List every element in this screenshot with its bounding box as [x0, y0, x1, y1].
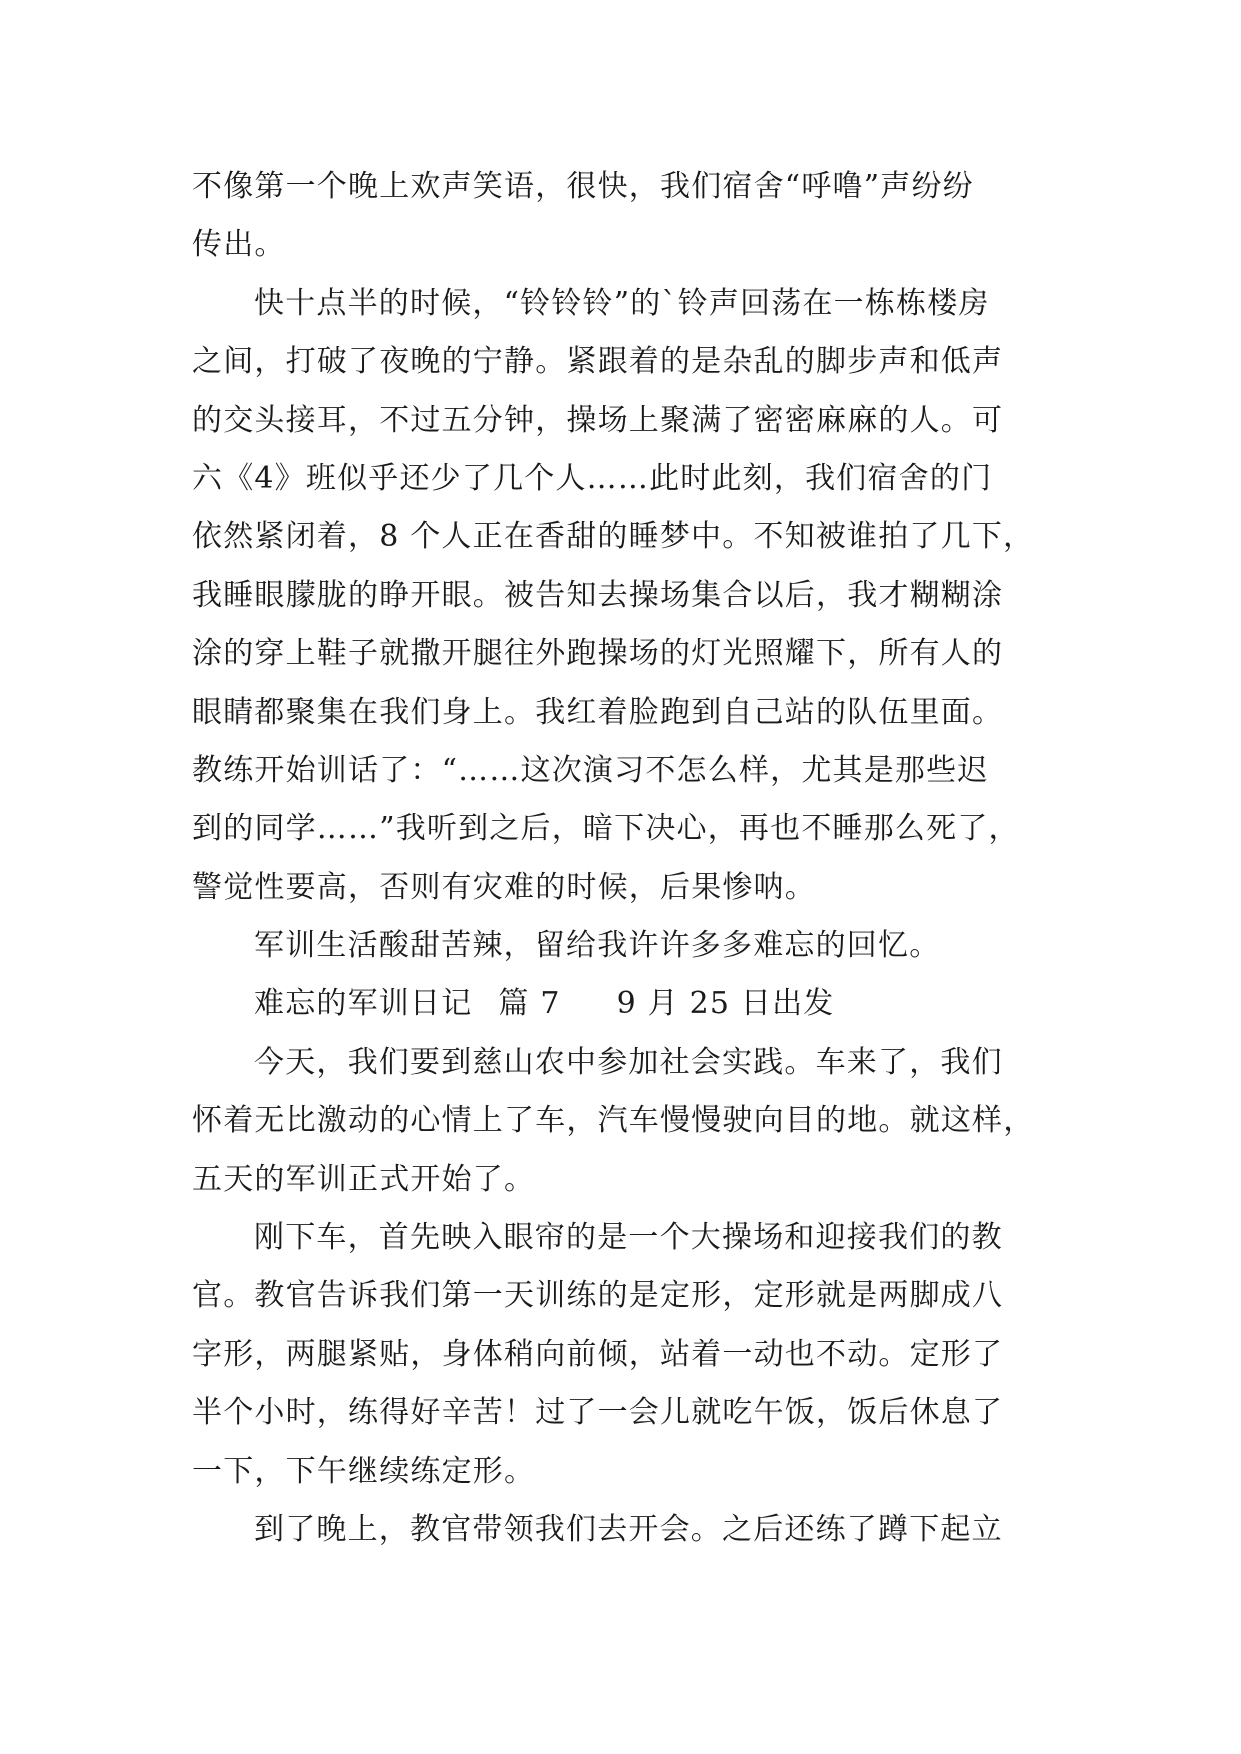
text-line: 教练开始训话了：“……这次演习不怎么样，尤其是那些迟	[192, 752, 989, 788]
text-line: 今天，我们要到慈山农中参加社会实践。车来了，我们	[254, 1044, 1003, 1080]
text-line: 我睡眼朦胧的睁开眼。被告知去操场集合以后，我才糊糊涂	[192, 577, 1004, 613]
text-line: 五天的军训正式开始了。	[192, 1161, 536, 1197]
text-line: 涂的穿上鞋子就撒开腿往外跑操场的灯光照耀下，所有人的	[192, 636, 1004, 672]
text-line: 到了晚上，教官带领我们去开会。之后还练了蹲下起立	[254, 1511, 1003, 1547]
text-line: 刚下车，首先映入眼帘的是一个大操场和迎接我们的教	[254, 1220, 1003, 1256]
text-line: 怀着无比激动的心情上了车，汽车慢慢驶向目的地。就这样，	[192, 1103, 1035, 1139]
text-line: 警觉性要高，否则有灾难的时候，后果惨呐。	[192, 869, 816, 905]
text-line: 之间，打破了夜晚的宁静。紧跟着的是杂乱的脚步声和低声	[192, 344, 1004, 380]
text-line: 半个小时，练得好辛苦！过了一会儿就吃午饭，饭后休息了	[192, 1395, 1004, 1431]
heading-title: 难忘的军训日记	[254, 986, 473, 1022]
text-line: 的交头接耳，不过五分钟，操场上聚满了密密麻麻的人。可	[192, 402, 1004, 438]
section-heading	[192, 975, 1072, 1033]
text-line: 军训生活酸甜苦辣，留给我许许多多难忘的回忆。	[254, 928, 941, 964]
text-line: 字形，两腿紧贴，身体稍向前倾，站着一动也不动。定形了	[192, 1336, 1004, 1372]
text-line: 到的同学……”我听到之后，暗下决心，再也不睡那么死了，	[192, 811, 1020, 847]
text-line: 不像第一个晚上欢声笑语，很快，我们宿舍“呼噜”声纷纷	[192, 169, 974, 204]
body-text	[192, 158, 1072, 1559]
text-line: 一下，下午继续练定形。	[192, 1453, 536, 1489]
heading-date: 9 月 25 日出发	[616, 986, 835, 1022]
text-line: 快十点半的时候，“铃铃铃”的`铃声回荡在一栋栋楼房	[254, 285, 990, 321]
text-line: 官。教官告诉我们第一天训练的是定形，定形就是两脚成八	[192, 1278, 1004, 1314]
text-line: 依然紧闭着，8 个人正在香甜的睡梦中。不知被谁拍了几下，	[192, 519, 1035, 555]
text-line: 传出。	[192, 227, 286, 263]
text-line: 眼睛都聚集在我们身上。我红着脸跑到自己站的队伍里面。	[192, 694, 1004, 730]
text-line: 六《4》班似乎还少了几个人……此时此刻，我们宿舍的门	[192, 460, 993, 496]
heading-number: 篇 7	[498, 986, 561, 1022]
